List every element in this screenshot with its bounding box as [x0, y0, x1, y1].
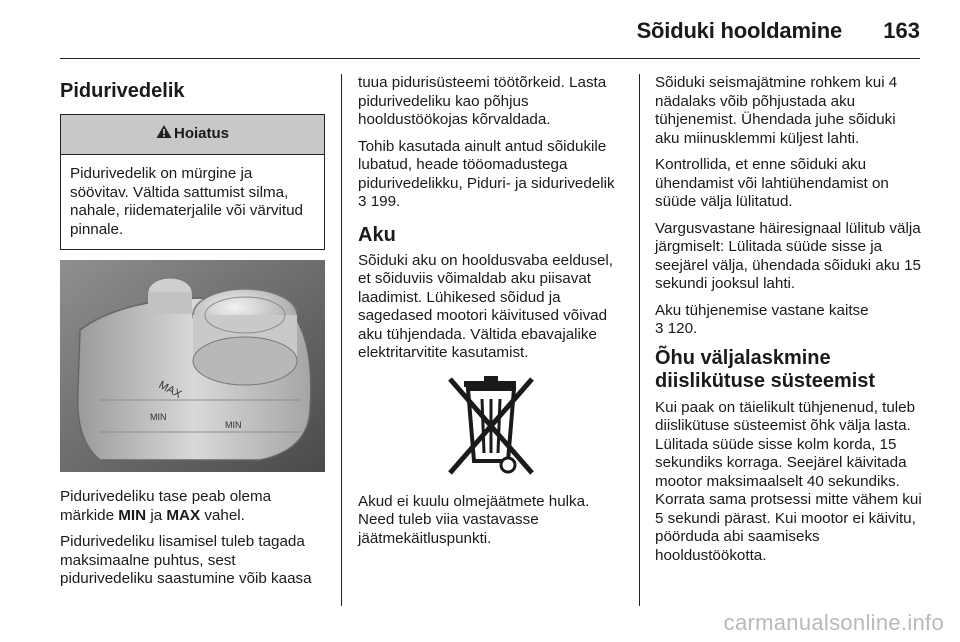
- section-title-battery: Aku: [358, 223, 396, 246]
- section-title-diesel-bleeding: Õhu väljalaskmine diislikütuse süsteemist: [655, 346, 876, 392]
- brake-fluid-level-text: Pidurivedeliku tase peab olema märkide MIN ja MAX vahel.: [60, 488, 272, 524]
- column-divider-2: [639, 74, 640, 606]
- warning-title: Hoiatus: [173, 125, 229, 143]
- photo-label-max: MAX: [156, 379, 184, 401]
- brake-fluid-type-text: Tohib kasutada ainult antud sõidukile lubatud, heade tööomadustega pidurivedelikku, Piduri- ja sidurivedelik 3 199.: [358, 137, 615, 210]
- diesel-bleeding-text: Kui paak on täielikult tühjenenud, tuleb diislikütuse süsteemist õhk välja lasta. Lülitada süüde sisse kolm korda, 15 sekundiks korraga. Seejärel käivitada mootor maksimaalselt 40 sekundiks. Korrata sama protsessi mitte vähem kui 5 sekundi pärast. Kui mootor ei käivitu, pöörduda abi saamiseks hooldustöökotta.: [655, 398, 922, 564]
- photo-label-min-2: MIN: [225, 420, 242, 430]
- warning-header: [61, 115, 324, 155]
- page-reference-link[interactable]: 199.: [370, 193, 401, 210]
- warning-triangle-icon: [156, 124, 172, 145]
- header-rule: [60, 58, 920, 59]
- column-1: [60, 74, 325, 597]
- reference-arrow-icon: 3: [655, 320, 664, 337]
- page-reference-link[interactable]: 120.: [667, 320, 698, 337]
- battery-disposal-text: Akud ei kuulu olmejäätmete hulka. Need tuleb viia vastavasse jäätmekäitluspunkti.: [358, 492, 590, 547]
- photo-label-min-1: MIN: [150, 412, 167, 422]
- warning-text: Pidurivedelik on mürgine ja söövitav. Vältida sattumist silma, nahale, riidematerjalile või värvitud pinnale.: [70, 165, 303, 238]
- page-number: 163: [883, 18, 920, 43]
- column-divider-1: [341, 74, 342, 606]
- battery-protection-text: Aku tühjenemise vastane kaitse 3 120.: [655, 301, 869, 337]
- crossed-bin-symbol: [358, 373, 624, 479]
- brake-fluid-reservoir-photo: [60, 260, 325, 472]
- column-3: [655, 74, 923, 573]
- reference-arrow-icon: 3: [358, 193, 367, 210]
- brake-fluid-continued-text: tuua pidurisüsteemi töötõrkeid. Lasta pidurivedeliku kao põhjus hooldustöökojas kõrvaldada.: [358, 74, 607, 128]
- anti-theft-alarm-text: Vargusvastane häiresignaal lülitub välja järgmiselt: Lülitada süüde sisse ja seejärel välja, ühendada sõiduki aku 15 sekundi jooksul lahti.: [655, 219, 921, 292]
- battery-ignition-text: Kontrollida, et enne sõiduki aku ühendamist või lahtiühendamist on süüde välja lülitatud.: [655, 156, 889, 210]
- warning-box: [60, 114, 325, 250]
- section-title-brake-fluid: Pidurivedelik: [60, 80, 185, 102]
- column-2: [358, 74, 624, 556]
- brake-fluid-refill-text: Pidurivedeliku lisamisel tuleb tagada maksimaalne puhtus, sest pidurivedeliku saastumine võib kaasa: [60, 533, 312, 587]
- battery-text: Sõiduki aku on hooldusvaba eeldusel, et sõiduviis võimaldab aku piisavat laadimist. Lühikesed sõidud ja sagedased mootori käivitused võivad aku tühjendada. Vältida ebavajalike elektritarvitite kasutamist.: [358, 251, 613, 361]
- battery-storage-text: Sõiduki seismajätmine rohkem kui 4 nädalaks võib põhjustada aku tühjenemist. Ühendada juhe sõiduki aku miinusklemmi küljest lahti.: [655, 74, 898, 147]
- label-min: MIN: [118, 506, 147, 524]
- crossed-out-wheelie-bin-icon: [446, 373, 536, 479]
- header-title: Sõiduki hooldamine: [636, 18, 842, 43]
- label-max: MAX: [166, 506, 201, 524]
- watermark: carmanualsonline.info: [723, 610, 944, 635]
